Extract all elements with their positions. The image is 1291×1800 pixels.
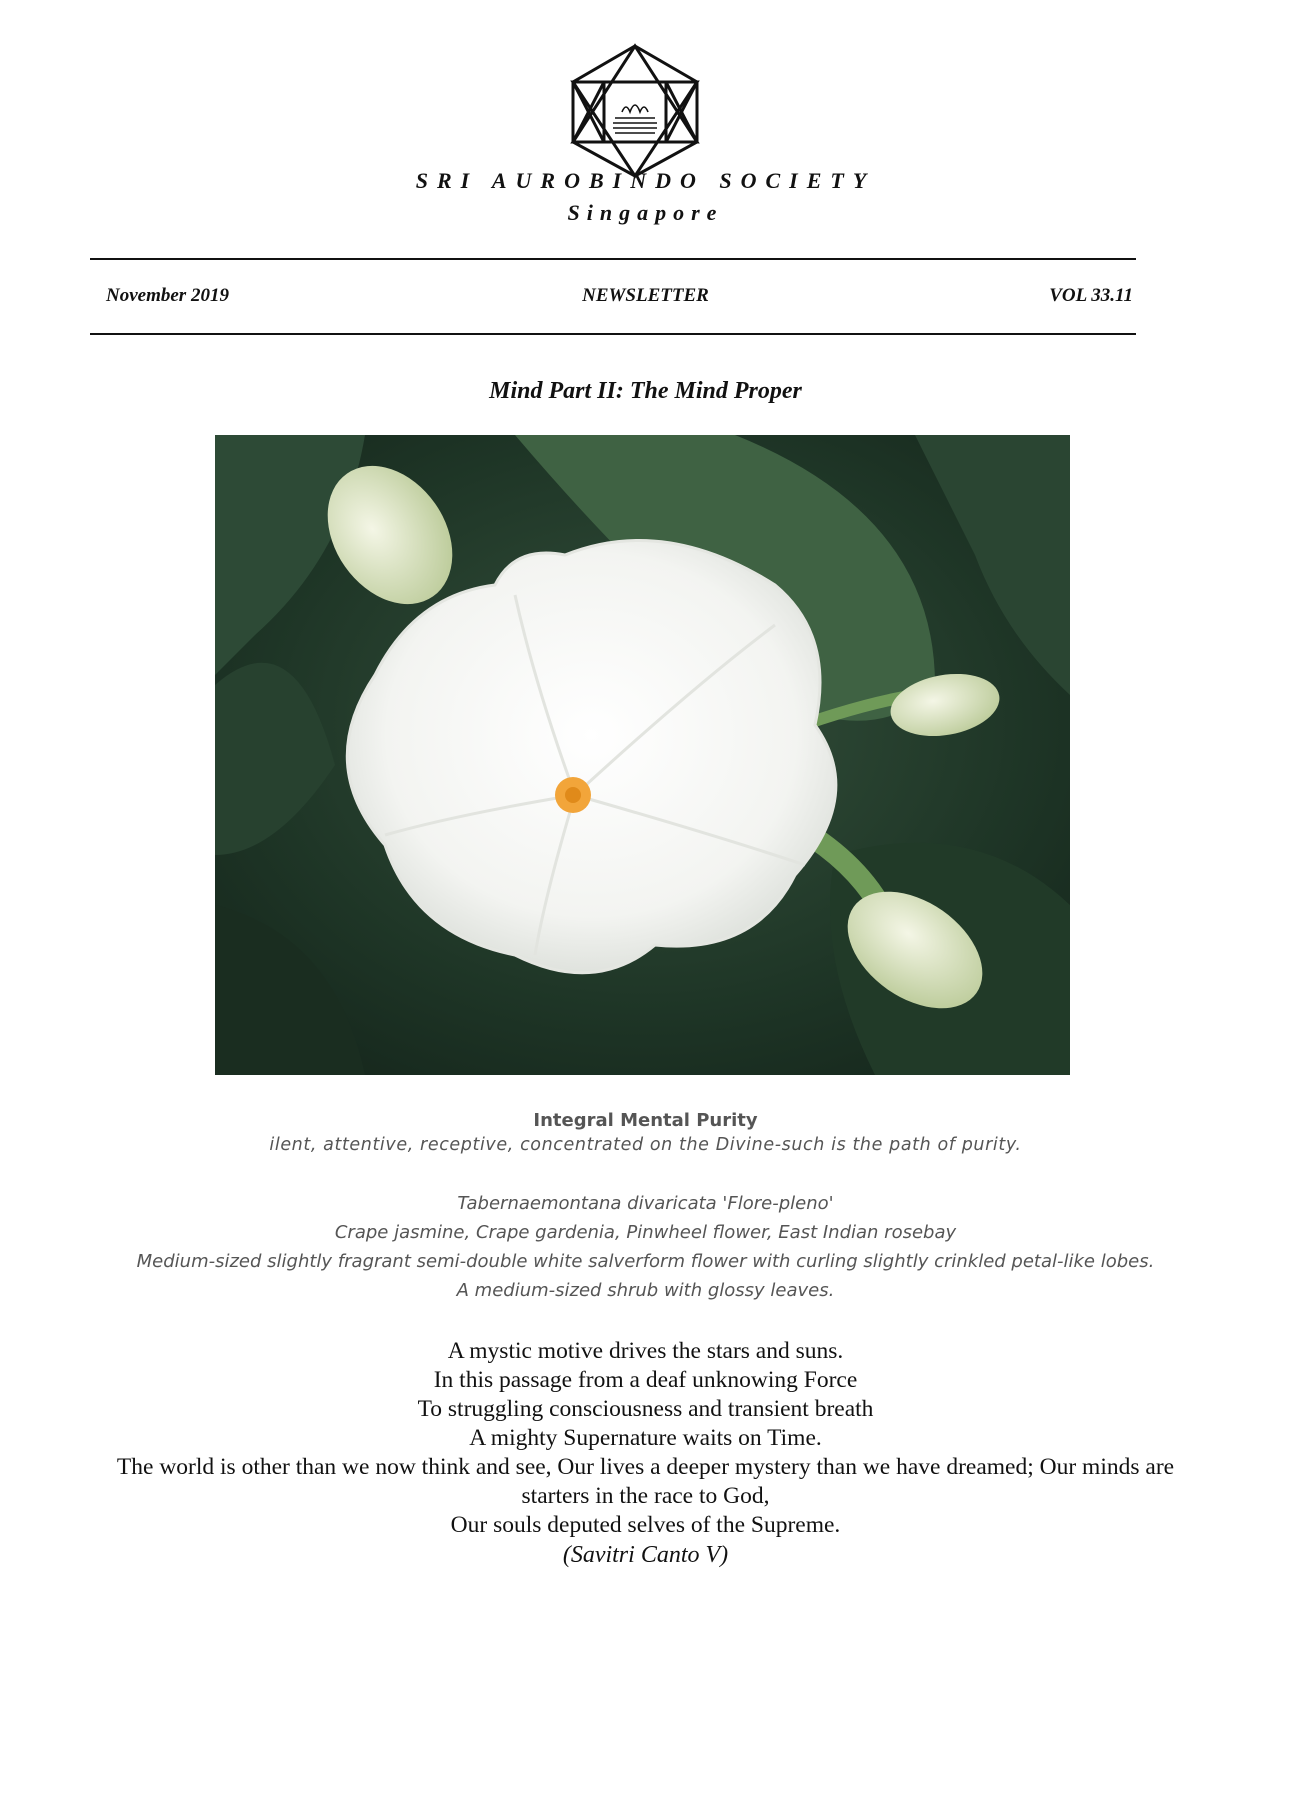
article-title: Mind Part II: The Mind Proper [489,378,802,404]
common-names: Crape jasmine, Crape gardenia, Pinwheel flower, East Indian rosebay [334,1222,957,1243]
poem-line: Our souls deputed selves of the Supreme. [450,1512,841,1538]
poem-line: In this passage from a deaf unknowing Force [433,1367,858,1393]
header-divider-top [90,258,1136,260]
white-flower-photo [215,435,1070,1075]
issue-date: November 2019 [106,285,229,306]
botanical-name: Tabernaemontana divaricata 'Flore-pleno' [457,1193,834,1214]
volume-number: VOL 33.11 [1049,285,1133,306]
poem-line: The world is other than we now think and see, Our lives a deeper mystery than we have dreamed; Our minds are starters in the race to God, [116,1454,1175,1509]
newsletter-label: NEWSLETTER [582,285,709,306]
caption-heading: Integral Mental Purity [533,1110,758,1131]
poem-line: A mystic motive drives the stars and suns. [447,1338,844,1364]
poem-line: A mighty Supernature waits on Time. [469,1425,822,1451]
poem [105,1337,1186,1540]
org-city: Singapore [567,200,724,225]
shrub-description: A medium-sized shrub with glossy leaves. [456,1280,835,1301]
caption-quote: ilent, attentive, receptive, concentrated on the Divine-such is the path of purity. [269,1135,1022,1155]
flower-description: Medium-sized slightly fragrant semi-double white salverform flower with curling slightly crinkled petal-like lobes. [136,1251,1155,1272]
society-logo-icon [560,40,710,180]
header-divider-bottom [90,333,1136,335]
org-name: SRI AUROBINDO SOCIETY [415,168,876,193]
poem-line: To struggling consciousness and transient breath [417,1396,874,1422]
poem-citation: (Savitri Canto V) [562,1542,729,1568]
